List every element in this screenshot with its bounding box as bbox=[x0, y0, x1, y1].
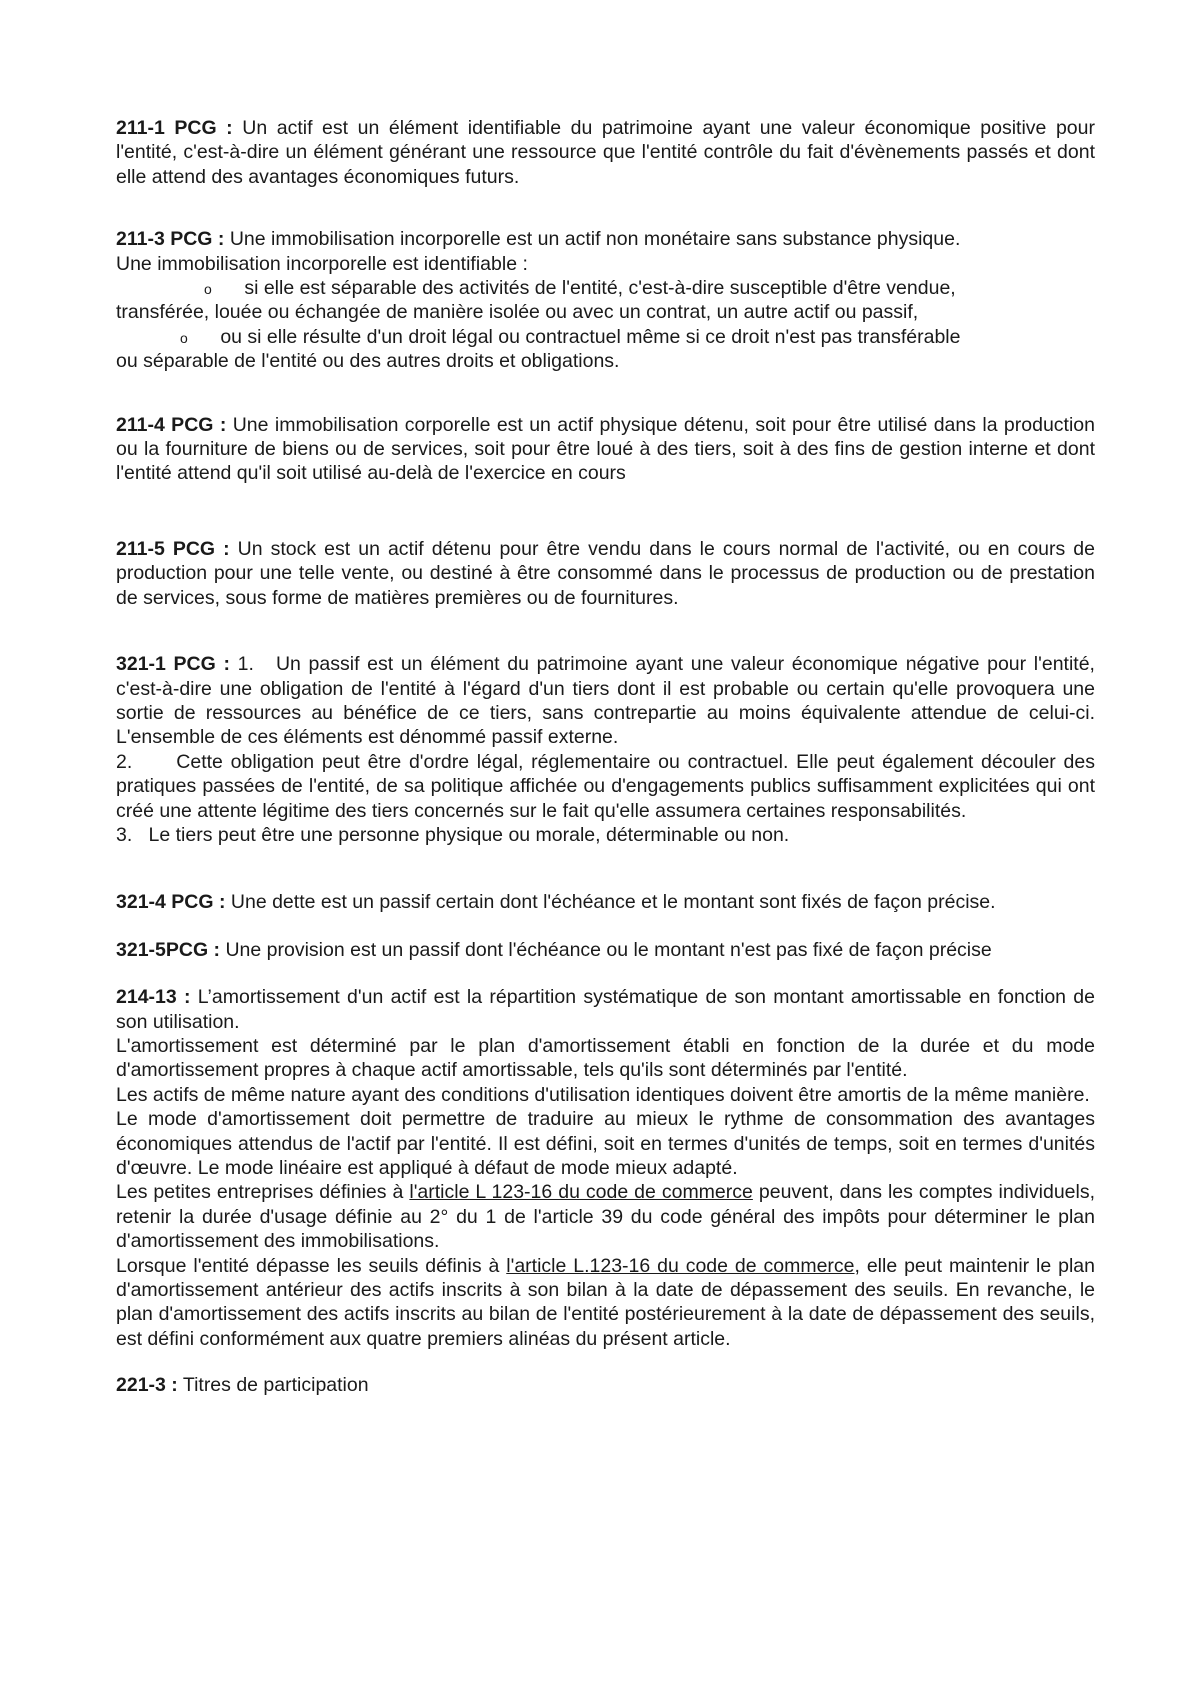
code-commerce-link[interactable]: l'article L 123-16 du code de commerce bbox=[409, 1181, 753, 1204]
circle-bullet-icon: o bbox=[204, 281, 212, 298]
bullet-continuation: transférée, louée ou échangée de manière isolée ou avec un contrat, un autre actif ou passif, bbox=[116, 301, 919, 324]
definition-211-4 bbox=[116, 413, 1095, 486]
definition-221-3 bbox=[116, 1373, 1095, 1397]
article-ref: 211-1 PCG : bbox=[116, 117, 233, 139]
definition-text: Une provision est un passif dont l'échéance ou le montant n'est pas fixé de façon précise bbox=[225, 938, 992, 961]
definition-321-4 bbox=[116, 890, 1095, 914]
article-ref: 321-4 PCG : bbox=[116, 891, 226, 914]
paragraph-text: peuvent, dans les comptes individuels, retenir la durée d'usage définie au 2° du 1 de l'article 39 du code général des impôts pour déterminer le plan d'amortissement des immobilisations. bbox=[116, 1181, 1096, 1253]
item-text: Cette obligation peut être d'ordre légal, réglementaire ou contractuel. Elle peut également découler des pratiques passées de l'entité, de sa politique affichée ou d'engagements publics suffisamment explicitées qui ont créé une attente légitime des tiers concernés sur le fait qu'elle assumera certaines responsabilités. bbox=[116, 750, 1095, 822]
bullet-text: si elle est séparable des activités de l'entité, c'est-à-dire susceptible d'être vendue, bbox=[244, 277, 956, 300]
paragraph: Les actifs de même nature ayant des conditions d'utilisation identiques doivent être amortis de la même manière. bbox=[116, 1083, 1090, 1106]
bullet-item bbox=[204, 276, 1057, 300]
paragraph: L'amortissement est déterminé par le plan d'amortissement établi en fonction de la durée et du mode d'amortissement propres à chaque actif amortissable, tels qu'ils sont déterminés par l'entité. bbox=[116, 1034, 1095, 1082]
bullet-item bbox=[180, 325, 1071, 349]
bullet-text: ou si elle résulte d'un droit légal ou contractuel même si ce droit n'est pas transférable bbox=[220, 325, 961, 348]
paragraph: Le mode d'amortissement doit permettre de traduire au mieux le rythme de consommation des avantages économiques attendus de l'actif par l'entité. Il est défini, soit en termes d'unités de temps, soit en termes d'unités d'œuvre. Le mode linéaire est appliqué à défaut de mode mieux adapté. bbox=[116, 1108, 1095, 1179]
code-commerce-link[interactable]: l'article L.123-16 du code de commerce bbox=[506, 1254, 855, 1277]
definition-211-1 bbox=[116, 116, 1095, 189]
paragraph-text: Les petites entreprises définies à bbox=[116, 1181, 404, 1204]
item-number: 2. bbox=[116, 750, 133, 773]
definition-text: Titres de participation bbox=[182, 1374, 369, 1397]
article-ref: 214-13 : bbox=[116, 986, 191, 1009]
item-number: 1. bbox=[237, 653, 254, 676]
definition-211-3 bbox=[116, 227, 1095, 373]
paragraph-text: Lorsque l'entité dépasse les seuils définis à bbox=[116, 1254, 500, 1277]
article-ref: 221-3 : bbox=[116, 1374, 178, 1397]
definition-text: L’amortissement d'un actif est la répartition systématique de son montant amortissable en fonction de son utilisation. bbox=[116, 986, 1095, 1033]
definition-text: Un stock est un actif détenu pour être vendu dans le cours normal de l'activité, ou en cours de production pour une telle vente, ou destiné à être consommé dans le processus de production ou de prestation de services, sous forme de matières premières ou de fournitures. bbox=[116, 537, 1095, 609]
definition-text: Une immobilisation incorporelle est un actif non monétaire sans substance physique. bbox=[229, 228, 961, 251]
document-page bbox=[116, 116, 1095, 1398]
article-ref: 211-3 PCG : bbox=[116, 228, 225, 251]
definition-321-5 bbox=[116, 938, 1095, 962]
article-ref: 321-5PCG : bbox=[116, 938, 221, 961]
article-ref: 321-1 PCG : bbox=[116, 653, 230, 676]
bullet-continuation: ou séparable de l'entité ou des autres droits et obligations. bbox=[116, 350, 620, 373]
definition-text: Un actif est un élément identifiable du patrimoine ayant une valeur économique positive pour l'entité, c'est-à-dire un élément générant une ressource que l'entité contrôle du fait d'évènements passés et dont elle attend des avantages économiques futurs. bbox=[116, 117, 1095, 188]
definition-214-13 bbox=[116, 985, 1095, 1351]
definition-text: Une immobilisation corporelle est un actif physique détenu, soit pour être utilisé dans la production ou la fourniture de biens ou de services, soit pour être loué à des tiers, soit à des fins de gestion interne et dont l'entité attend qu'il soit utilisé au-delà de l'exercice en cours bbox=[116, 413, 1095, 485]
paragraph-text: , elle peut maintenir le plan d'amortissement antérieur des actifs inscrits à son bilan à la date de dépassement des seuils. En revanche, le plan d'amortissement des actifs inscrits au bilan de l'entité postérieurement à la date de dépassement des seuils, est défini conformément aux quatre premiers alinéas du présent article. bbox=[116, 1254, 1095, 1350]
article-ref: 211-4 PCG : bbox=[116, 413, 227, 436]
item-text: Un passif est un élément du patrimoine ayant une valeur économique négative pour l'entité, c'est-à-dire une obligation de l'entité à l'égard d'un tiers dont il est probable ou certain qu'elle provoquera une sortie de ressources au bénéfice de ce tiers, sans contrepartie au moins équivalente attendue de celui-ci. L'ensemble de ces éléments est dénommé passif externe. bbox=[116, 653, 1095, 749]
circle-bullet-icon: o bbox=[180, 329, 188, 346]
definition-211-5 bbox=[116, 537, 1095, 610]
article-ref: 211-5 PCG : bbox=[116, 537, 230, 560]
item-text: Le tiers peut être une personne physique ou morale, déterminable ou non. bbox=[148, 823, 790, 846]
item-number: 3. bbox=[116, 823, 133, 846]
paragraph bbox=[116, 1254, 1095, 1352]
paragraph bbox=[116, 1180, 1095, 1253]
definition-text: Une dette est un passif certain dont l'échéance et le montant sont fixés de façon précise. bbox=[230, 891, 996, 914]
definition-321-1 bbox=[116, 652, 1095, 847]
definition-line: Une immobilisation incorporelle est identifiable : bbox=[116, 252, 528, 275]
